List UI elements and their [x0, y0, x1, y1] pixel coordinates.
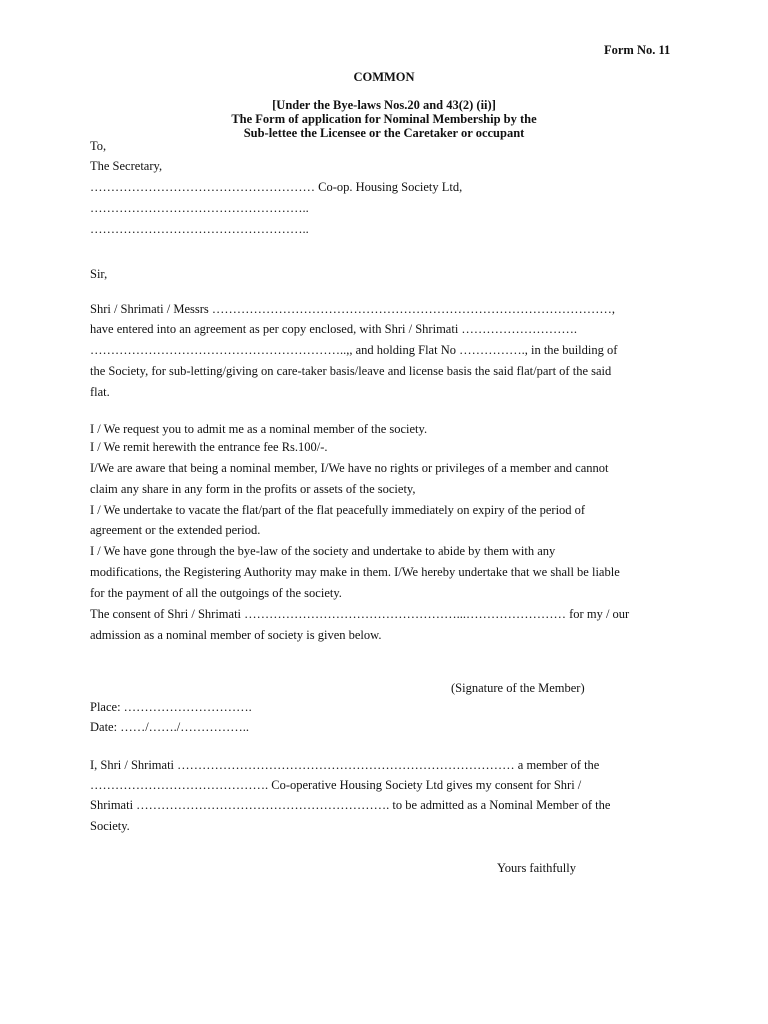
bye-law-line: I / We have gone through the bye-law of the society and undertake to abide by them with any: [90, 544, 556, 558]
bye-law-line: modifications, the Registering Authority may make in them. I/We hereby undertake that we shall be liable: [90, 565, 620, 579]
consent-line: Society.: [90, 819, 130, 833]
heading-form-title: The Form of application for Nominal Membership by the: [231, 112, 537, 126]
yours-faithfully: Yours faithfully: [497, 861, 576, 875]
address-secretary: The Secretary,: [90, 159, 163, 173]
body-line: have entered into an agreement as per copy enclosed, with Shri / Shrimati ……………………….: [90, 322, 578, 336]
form-number: Form No. 11: [604, 43, 671, 57]
undertake-vacate-line: agreement or the extended period.: [90, 523, 261, 537]
salutation: Sir,: [90, 267, 108, 281]
body-line: Shri / Shrimati / Messrs ……………………………………………………………………………………,: [90, 302, 616, 316]
address-blank-1: ……………………………………………..: [90, 201, 309, 215]
address-to: To,: [90, 139, 107, 153]
body-line: flat.: [90, 385, 110, 399]
bye-law-line: for the payment of all the outgoings of the society.: [90, 586, 342, 600]
body-line: ……………………………………………………..,, and holding Flat No ……………., in the building of: [90, 343, 618, 357]
heading-form-subtitle: Sub-lettee the Licensee or the Caretaker or occupant: [243, 126, 525, 140]
undertake-vacate-line: I / We undertake to vacate the flat/part of the flat peacefully immediately on expiry of the period of: [90, 503, 586, 517]
request-admit: I / We request you to admit me as a nominal member of the society.: [90, 422, 428, 436]
address-blank-2: ……………………………………………..: [90, 222, 309, 236]
address-society: ……………………………………………… Co-op. Housing Society Ltd,: [90, 180, 463, 194]
aware-line: claim any share in any form in the profits or assets of the society,: [90, 482, 416, 496]
place-field: Place: ………………………….: [90, 700, 252, 714]
consent-line: Shrimati ……………………………………………………. to be admitted as a Nominal Member of the: [90, 798, 611, 812]
body-line: the Society, for sub-letting/giving on care-taker basis/leave and license basis the said flat/part of the said: [90, 364, 612, 378]
consent-request-line: admission as a nominal member of society is given below.: [90, 628, 382, 642]
consent-line: I, Shri / Shrimati ……………………………………………………………………… a member of the: [90, 758, 600, 772]
date-field: Date: ……/……./……………..: [90, 720, 250, 734]
member-signature-label: (Signature of the Member): [451, 681, 585, 695]
heading-bye-laws: [Under the Bye-laws Nos.20 and 43(2) (ii)]: [272, 98, 496, 112]
heading-common: COMMON: [353, 70, 415, 84]
remit-fee: I / We remit herewith the entrance fee Rs.100/-.: [90, 440, 328, 454]
consent-request-line: The consent of Shri / Shrimati ……………………………………………...…………………… for my / our: [90, 607, 630, 621]
aware-line: I/We are aware that being a nominal member, I/We have no rights or privileges of a member and cannot: [90, 461, 609, 475]
consent-line: ……………………………………. Co-operative Housing Society Ltd gives my consent for Shri /: [90, 778, 582, 792]
